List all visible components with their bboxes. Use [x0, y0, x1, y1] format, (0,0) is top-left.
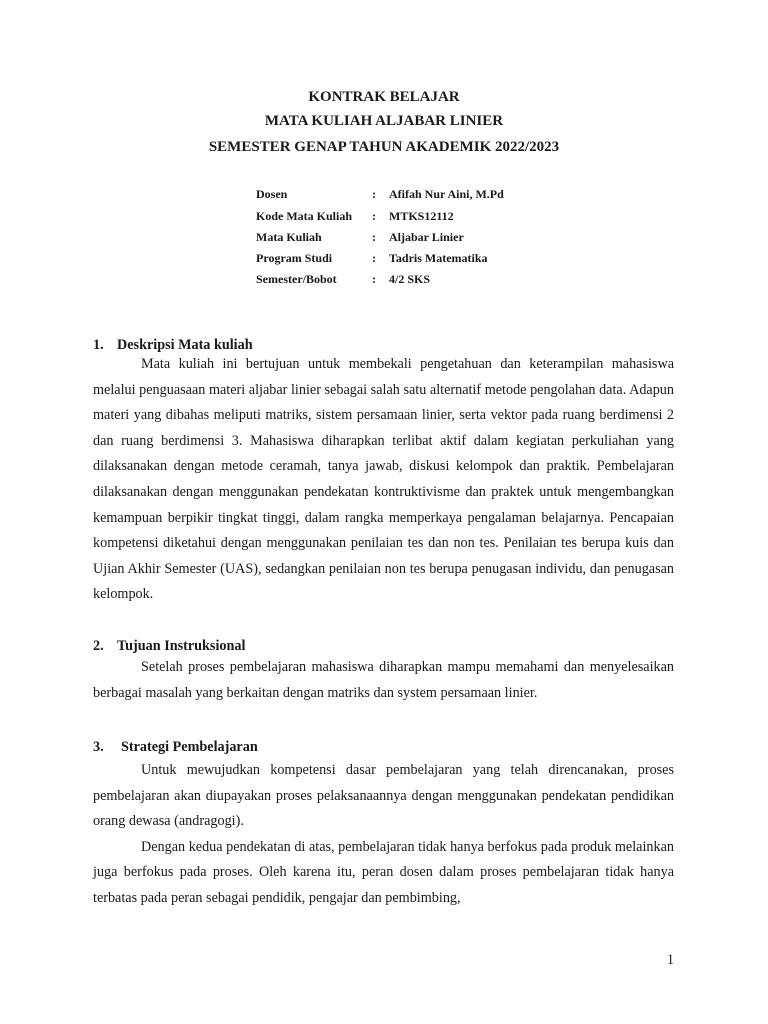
section-body	[93, 655, 674, 706]
info-colon: :	[372, 272, 376, 286]
section-title: Deskripsi Mata kuliah	[117, 337, 253, 353]
info-value: Tadris Matematika	[389, 251, 488, 265]
paragraph: Mata kuliah ini bertujuan untuk membekali pengetahuan dan keterampilan mahasiswa melalui penguasaan materi aljabar linier sebagai salah satu alternatif metode pengolahan data. Adapun materi yang dibahas meliputi matriks, sistem persamaan linier, serta vektor pada ruang berdimensi 2 dan ruang berdimensi 3. Mahasiswa diharapkan terlibat aktif dalam kegiatan perkuliahan yang dilaksanakan dengan metode ceramah, tanya jawab, diskusi kelompok dan praktik. Pembelajaran dilaksanakan dengan menggunakan pendekatan kontruktivisme dan praktek untuk mengembangkan kemampuan berpikir tingkat tinggi, dalam rangka memperkaya pengalaman belajarnya. Pencapaian kompetensi diketahui dengan menggunakan penilaian tes dan non tes. Penilaian tes berupa kuis dan Ujian Akhir Semester (UAS), sedangkan penilaian non tes berupa penugasan individu, dan penugasan kelompok.	[93, 356, 674, 603]
doc-title: KONTRAK BELAJAR	[308, 89, 460, 105]
info-label: Program Studi	[256, 251, 333, 265]
info-colon: :	[372, 187, 376, 201]
info-value: 4/2 SKS	[389, 272, 431, 286]
section-number: 3.	[93, 739, 104, 755]
section-number: 1.	[93, 337, 104, 353]
section-title: Tujuan Instruksional	[117, 638, 246, 654]
paragraph: Untuk mewujudkan kompetensi dasar pembelajaran yang telah direncanakan, proses pembelajaran akan diupayakan proses pelaksanaannya dengan menggunakan pendekatan pendidikan orang dewasa (andragogi).	[93, 762, 674, 830]
info-label: Mata Kuliah	[256, 230, 322, 244]
info-row-program-studi	[256, 250, 696, 266]
info-value: Aljabar Linier	[389, 230, 464, 244]
info-label: Semester/Bobot	[256, 272, 337, 286]
info-row-semester	[256, 271, 696, 287]
info-label: Kode Mata Kuliah	[256, 209, 353, 223]
section-body	[93, 352, 674, 608]
section-title: Strategi Pembelajaran	[121, 739, 258, 755]
info-colon: :	[372, 251, 376, 265]
page-number: 1	[666, 952, 674, 968]
info-colon: :	[372, 209, 376, 223]
course-title: MATA KULIAH ALJABAR LINIER	[264, 113, 504, 129]
info-value: Afifah Nur Aini, M.Pd	[389, 187, 504, 201]
info-label: Dosen	[256, 187, 288, 201]
section-heading	[93, 639, 245, 653]
semester-title: SEMESTER GENAP TAHUN AKADEMIK 2022/2023	[208, 139, 560, 155]
info-colon: :	[372, 230, 376, 244]
info-row-dosen	[256, 186, 696, 202]
info-row-kode	[256, 208, 696, 224]
paragraph: Dengan kedua pendekatan di atas, pembelajaran tidak hanya berfokus pada produk melainkan juga berfokus pada proses. Oleh karena itu, peran dosen dalam proses pembelajaran tidak hanya terbatas pada peran sebagai pendidik, pengajar dan pembimbing,	[93, 838, 674, 906]
info-value: MTKS12112	[389, 209, 454, 223]
section-heading	[93, 338, 253, 352]
info-row-mata-kuliah	[256, 229, 696, 245]
section-number: 2.	[93, 638, 104, 654]
section-body	[93, 758, 674, 912]
section-heading	[93, 740, 258, 754]
paragraph: Setelah proses pembelajaran mahasiswa diharapkan mampu memahami dan menyelesaikan berbagai masalah yang berkaitan dengan matriks dan system persamaan linier.	[93, 659, 674, 701]
